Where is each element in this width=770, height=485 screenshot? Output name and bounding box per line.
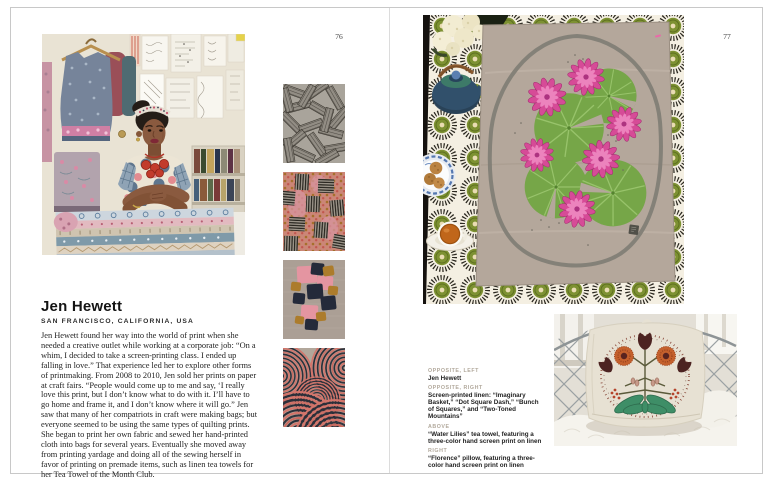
page-gutter-divider	[389, 8, 390, 473]
caption-text-screen-printed-linen: Screen-printed linen: “Imaginary Basket,” “Dot Square Dash,” “Bunch of Squares,” and “Two-Toned Mountains”	[428, 392, 539, 421]
page-number-right: 77	[723, 32, 731, 41]
water-lilies-tea-towel-photo	[423, 15, 684, 304]
print-swatch-dot-square-dash	[283, 172, 345, 251]
caption-text-florence-pillow: “Florence” pillow, featuring a three-color hand screen print on linen	[428, 455, 535, 470]
artist-bio-text: Jen Hewett found her way into the world of print when she needed a creative outlet while working at a corporate job: “On a whim, I decided to take a screen-printing class. I ended up falling in love.” That experience led her to explore other forms of printmaking. From 2008 to 2010, Jen sold her prints on paper at craft fairs. “People would come up to me and say, ‘I really love this print, but I don’t know what to do with it. I’ll have to go home and frame it, and I don’t know where it will go.” Jen saw that many of her compatriots in craft were making bags; but everyone seemed to be using the same types of quilting prints. She began to print her own fabric and sewed her hand-printed cloth into bags for several years. Eventually she moved away from printing yardage and doing all of the sewing herself in favor of printing on premade items, such as linen tea towels for her Tea Towel of the Month Club.	[41, 331, 258, 479]
print-swatch-two-toned-mountains	[283, 348, 345, 427]
portrait-photo-jen-hewett	[42, 34, 245, 255]
print-swatch-column	[283, 84, 345, 427]
page-number-left: 76	[335, 32, 343, 41]
caption-label-right: RIGHT	[428, 448, 448, 455]
artist-location: SAN FRANCISCO, CALIFORNIA, USA	[41, 318, 195, 325]
caption-label-opposite-right: OPPOSITE, RIGHT	[428, 385, 483, 392]
caption-block	[428, 368, 545, 469]
print-swatch-bunch-of-squares	[283, 260, 345, 339]
caption-label-above: ABOVE	[428, 423, 450, 430]
caption-text-artist-name: Jen Hewett	[428, 375, 462, 382]
maker-stamp-tag	[628, 224, 639, 235]
print-swatch-imaginary-basket	[283, 84, 345, 163]
florence-pillow-photo	[554, 314, 737, 446]
caption-text-water-lilies: “Water Lilies” tea towel, featuring a three-color hand screen print on linen	[428, 430, 542, 445]
caption-label-opposite-left: OPPOSITE, LEFT	[428, 368, 479, 374]
artist-name-title: Jen Hewett	[41, 298, 123, 315]
book-spread	[10, 7, 763, 479]
